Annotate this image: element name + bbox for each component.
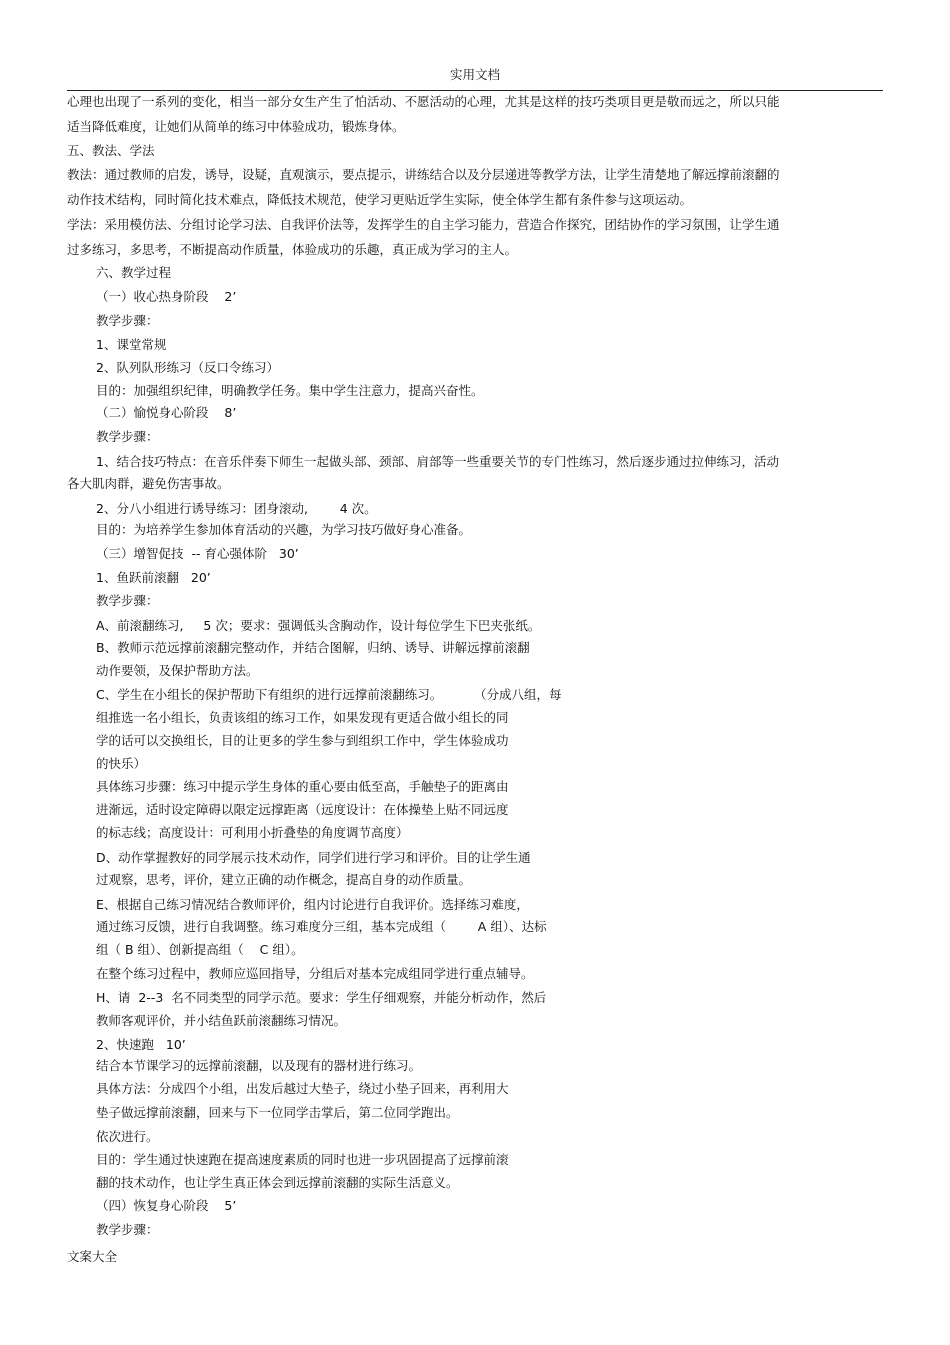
- text-line: 2、分八小组进行诱导练习：团身滚动, 4 次。: [96, 501, 377, 516]
- text-line: 动作要领，及保护帮助方法。: [96, 663, 259, 678]
- text-line: 学的话可以交换组长，目的让更多的学生参与到组织工作中，学生体验成功: [96, 733, 509, 748]
- text-line: 具体练习步骤：练习中提示学生身体的重心要由低至高，手触垫子的距离由: [96, 779, 509, 794]
- text-line: 进渐远，适时设定障碍以限定远撑距离（远度设计：在体操垫上贴不同远度: [96, 802, 509, 817]
- subsection-heading: （一）收心热身阶段 2’: [96, 289, 237, 304]
- subsection-heading: （三）增智促技 -- 育心强体阶 30’: [96, 546, 299, 561]
- text-line: 通过练习反馈，进行自我调整。练习难度分三组，基本完成组（ A 组）、达标: [96, 919, 547, 934]
- text-line: 的快乐）: [96, 756, 147, 771]
- text-line: 目的：为培养学生参加体育活动的兴趣，为学习技巧做好身心准备。: [96, 522, 472, 537]
- text-line: B、教师示范远撑前滚翻完整动作，并结合图解，归纳、诱导、讲解远撑前滚翻: [96, 640, 530, 655]
- text-line: 适当降低难度，让她们从简单的练习中体验成功，锻炼身体。: [67, 119, 405, 134]
- section-heading: 五、教法、学法: [67, 143, 155, 158]
- page-header: 实用文档: [449, 67, 500, 82]
- text-line: 教学步骤：: [96, 429, 159, 444]
- text-line: C、学生在小组长的保护帮助下有组织的进行远撑前滚翻练习。 （分成八组，每: [96, 687, 562, 702]
- text-line: 过多练习，多思考，不断提高动作质量，体验成功的乐趣，真正成为学习的主人。: [67, 242, 518, 257]
- text-line: H、请 2--3 名不同类型的同学示范。要求：学生仔细观察，并能分析动作，然后: [96, 990, 547, 1005]
- text-line: 翻的技术动作，也让学生真正体会到远撑前滚翻的实际生活意义。: [96, 1175, 459, 1190]
- text-line: 在整个练习过程中，教师应巡回指导，分组后对基本完成组同学进行重点辅导。: [96, 966, 534, 981]
- subsection-heading: （四）恢复身心阶段 5’: [96, 1198, 237, 1213]
- text-line: 学法：采用模仿法、分组讨论学习法、自我评价法等，发挥学生的自主学习能力，营造合作探究，团结协作的学习氛围，让学生通: [67, 217, 780, 232]
- text-line: 组推选一名小组长，负责该组的练习工作，如果发现有更适合做小组长的同: [96, 710, 509, 725]
- text-line: D、动作掌握教好的同学展示技术动作，同学们进行学习和评价。目的让学生通: [96, 850, 531, 865]
- text-line: 组（ B 组）、创新提高组（ C 组）。: [96, 942, 304, 957]
- text-line: 具体方法：分成四个小组，出发后越过大垫子，绕过小垫子回来，再利用大: [96, 1081, 509, 1096]
- text-line: 2、队列队形练习（反口令练习）: [96, 360, 279, 375]
- text-line: 各大肌肉群，避免伤害事故。: [67, 476, 230, 491]
- text-line: 教师客观评价，并小结鱼跃前滚翻练习情况。: [96, 1013, 347, 1028]
- text-line: 1、课堂常规: [96, 337, 167, 352]
- text-line: 心理也出现了一系列的变化，相当一部分女生产生了怕活动、不愿活动的心理，尤其是这样的技巧类项目更是敬而远之，所以只能: [67, 94, 780, 109]
- text-line: 1、鱼跃前滚翻 20’: [96, 570, 211, 585]
- text-line: 垫子做远撑前滚翻，回来与下一位同学击掌后，第二位同学跑出。: [96, 1105, 459, 1120]
- text-line: 动作技术结构，同时简化技术难点，降低技术规范，使学习更贴近学生实际，使全体学生都有条件参与这项运动。: [67, 192, 693, 207]
- text-line: 教法：通过教师的启发，诱导，设疑，直观演示，要点提示，讲练结合以及分层递进等教学方法，让学生清楚地了解远撑前滚翻的: [67, 167, 780, 182]
- subsection-heading: 2、快速跑 10’: [96, 1037, 186, 1052]
- page-footer: 文案大全: [67, 1249, 118, 1264]
- text-line: 依次进行。: [96, 1129, 159, 1144]
- subsection-heading: （二）愉悦身心阶段 8’: [96, 405, 237, 420]
- section-heading: 六、教学过程: [96, 265, 172, 280]
- text-line: E、根据自己练习情况结合教师评价，组内讨论进行自我评价。选择练习难度，: [96, 897, 529, 912]
- text-line: 结合本节课学习的远撑前滚翻，以及现有的器材进行练习。: [96, 1058, 422, 1073]
- text-line: 教学步骤：: [96, 1222, 159, 1237]
- text-line: 目的：加强组织纪律，明确教学任务。集中学生注意力，提高兴奋性。: [96, 383, 484, 398]
- text-line: 的标志线；高度设计：可利用小折叠垫的角度调节高度）: [96, 825, 409, 840]
- text-line: 过观察，思考，评价，建立正确的动作概念，提高自身的动作质量。: [96, 872, 472, 887]
- header-divider: [67, 90, 883, 91]
- text-line: 教学步骤：: [96, 593, 159, 608]
- text-line: 1、结合技巧特点：在音乐伴奏下师生一起做头部、颈部、肩部等一些重要关节的专门性练习，然后逐步通过拉伸练习，活动: [96, 454, 779, 469]
- text-line: 目的：学生通过快速跑在提高速度素质的同时也进一步巩固提高了远撑前滚: [96, 1152, 509, 1167]
- text-line: 教学步骤：: [96, 313, 159, 328]
- text-line: A、前滚翻练习, 5 次；要求：强调低头含胸动作，设计每位学生下巴夹张纸。: [96, 618, 541, 633]
